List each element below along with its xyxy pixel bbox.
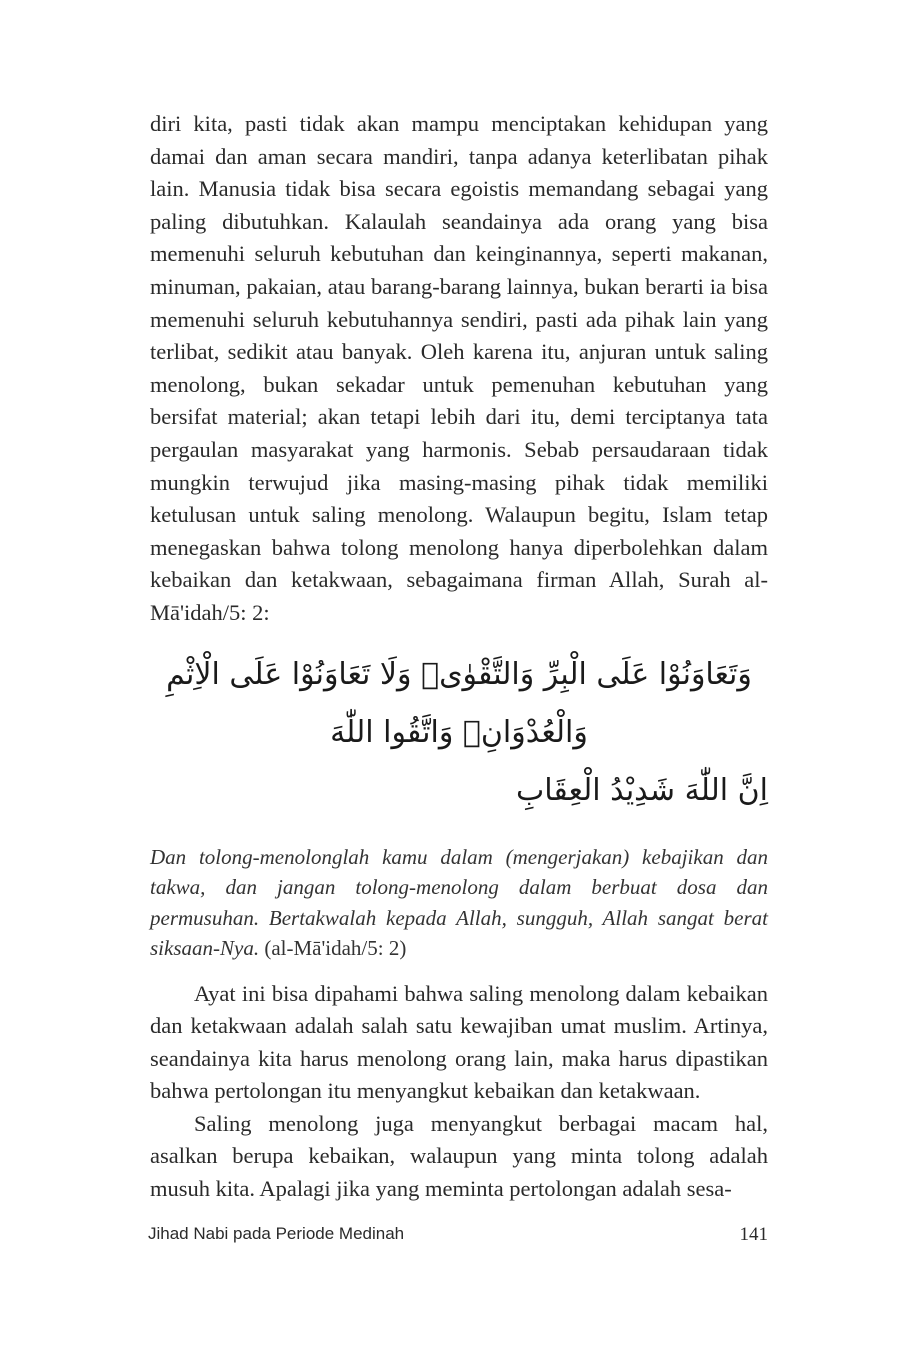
- quran-verse: [150, 646, 768, 820]
- translation-reference: (al-Mā'idah/5: 2): [259, 936, 407, 960]
- verse-line-2: اِنَّ اللّٰهَ شَدِيْدُ الْعِقَابِ: [516, 772, 768, 808]
- page-number: 141: [739, 1224, 768, 1245]
- page-body: [150, 108, 768, 1206]
- paragraph-1: diri kita, pasti tidak akan mampu menciptakan kehidupan yang damai dan aman secara mandiri, tanpa adanya keterlibatan pihak lain. Manusia tidak bisa secara egoistis memandang sebagai yang paling dibutuhkan. Kalaulah seandainya ada orang yang bisa memenuhi seluruh kebutuhan dan keinginannya, seperti makanan, minuman, pakaian, atau barang-barang lainnya, bukan berarti ia bisa memenuhi seluruh kebutuhannya sendiri, pasti ada pihak lain yang terlibat, sedikit atau banyak. Oleh karena itu, anjuran untuk saling menolong, bukan sekadar untuk pemenuhan kebutuhan yang bersifat material; akan tetapi lebih dari itu, demi terciptanya tata pergaulan masyarakat yang harmonis. Sebab persaudaraan tidak mungkin terwujud jika masing-masing pihak tidak memiliki ketulusan untuk saling menolong. Walaupun begitu, Islam tetap menegaskan bahwa tolong menolong hanya diperbolehkan dalam kebaikan dan ketakwaan, sebagaimana firman Allah, Surah al-Mā'idah/5: 2:: [150, 111, 768, 625]
- book-title: Jihad Nabi pada Periode Medinah: [148, 1224, 405, 1243]
- verse-line-1: وَتَعَاوَنُوْا عَلَى الْبِرِّ وَالتَّقْوٰىۖ وَلَا تَعَاوَنُوْا عَلَى الْاِثْمِ وَالْعُدْوَانِۖ وَاتَّقُوا اللّٰهَ: [166, 656, 752, 750]
- page-footer: [148, 1224, 768, 1246]
- verse-translation: [150, 842, 768, 964]
- translation-text: Dan tolong-menolonglah kamu dalam (mengerjakan) kebajikan dan takwa, dan jangan tolong-menolong dalam berbuat dosa dan permusuhan. Bertakwalah kepada Allah, sungguh, Allah sangat berat siksaan-Nya.: [150, 844, 768, 960]
- paragraph-2: Ayat ini bisa dipahami bahwa saling menolong dalam kebaikan dan ketakwaan adalah salah satu kewajiban umat muslim. Artinya, seandainya kita harus menolong orang lain, maka harus dipastikan bahwa pertolongan itu menyangkut kebaikan dan ketakwaan.: [150, 980, 768, 1104]
- paragraph-3: Saling menolong juga menyangkut berbagai macam hal, asalkan berupa kebaikan, walaupun yang minta tolong adalah musuh kita. Apalagi jika yang meminta pertolongan adalah sesa-: [150, 1110, 768, 1202]
